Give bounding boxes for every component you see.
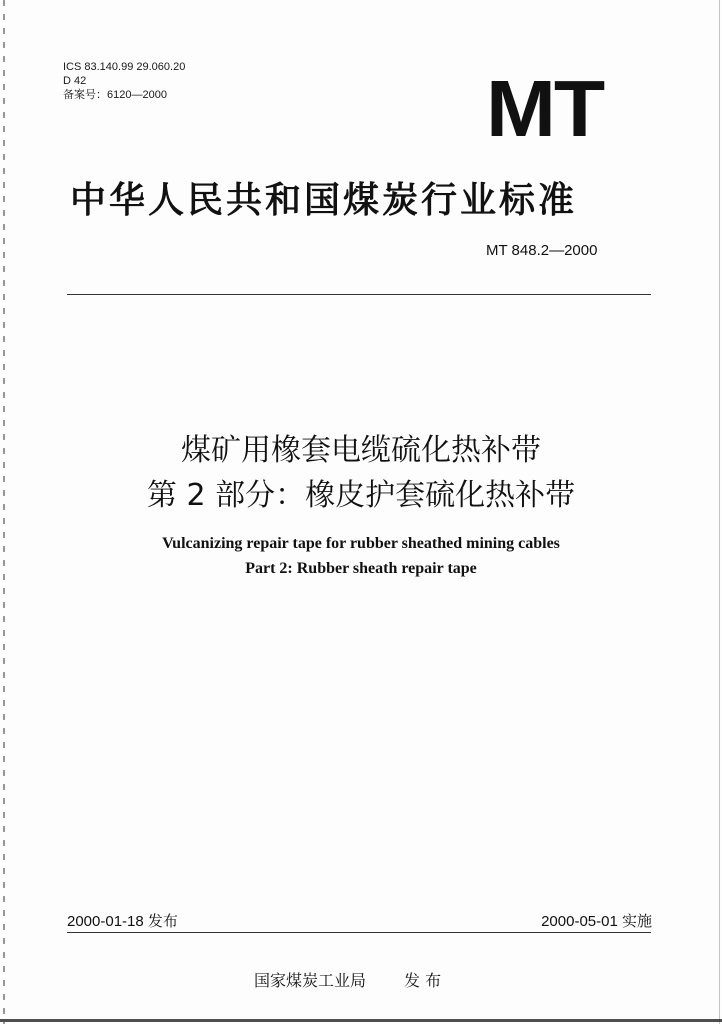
chinese-title-line1: 煤矿用橡套电缆硫化热补带 [181, 433, 541, 468]
issuer-line [254, 968, 441, 991]
top-divider [67, 294, 651, 295]
organization-title: 中华人民共和国煤炭行业标准 [70, 180, 578, 221]
mt-logo: MT [486, 64, 604, 153]
classification-code: D 42 [63, 75, 87, 87]
english-title-line2: Part 2: Rubber sheath repair tape [245, 560, 477, 577]
filing-number: 备案号：6120—2000 [63, 89, 167, 101]
bottom-divider [67, 932, 651, 933]
scan-edge-bottom [0, 1019, 722, 1022]
chinese-title-line2: 第 2 部分：橡皮护套硫化热补带 [146, 478, 576, 513]
issuer-action: 发 布 [404, 971, 442, 990]
effective-date: 2000-05-01 实施 [541, 913, 652, 930]
issuer-name: 国家煤炭工业局 [254, 971, 367, 990]
standard-number: MT 848.2—2000 [486, 242, 598, 259]
english-title-line1: Vulcanizing repair tape for rubber sheathed mining cables [162, 535, 560, 552]
classification-block [63, 60, 185, 102]
ics-code: ICS 83.140.99 29.060.20 [63, 61, 186, 73]
issue-date: 2000-01-18 发布 [67, 913, 178, 930]
